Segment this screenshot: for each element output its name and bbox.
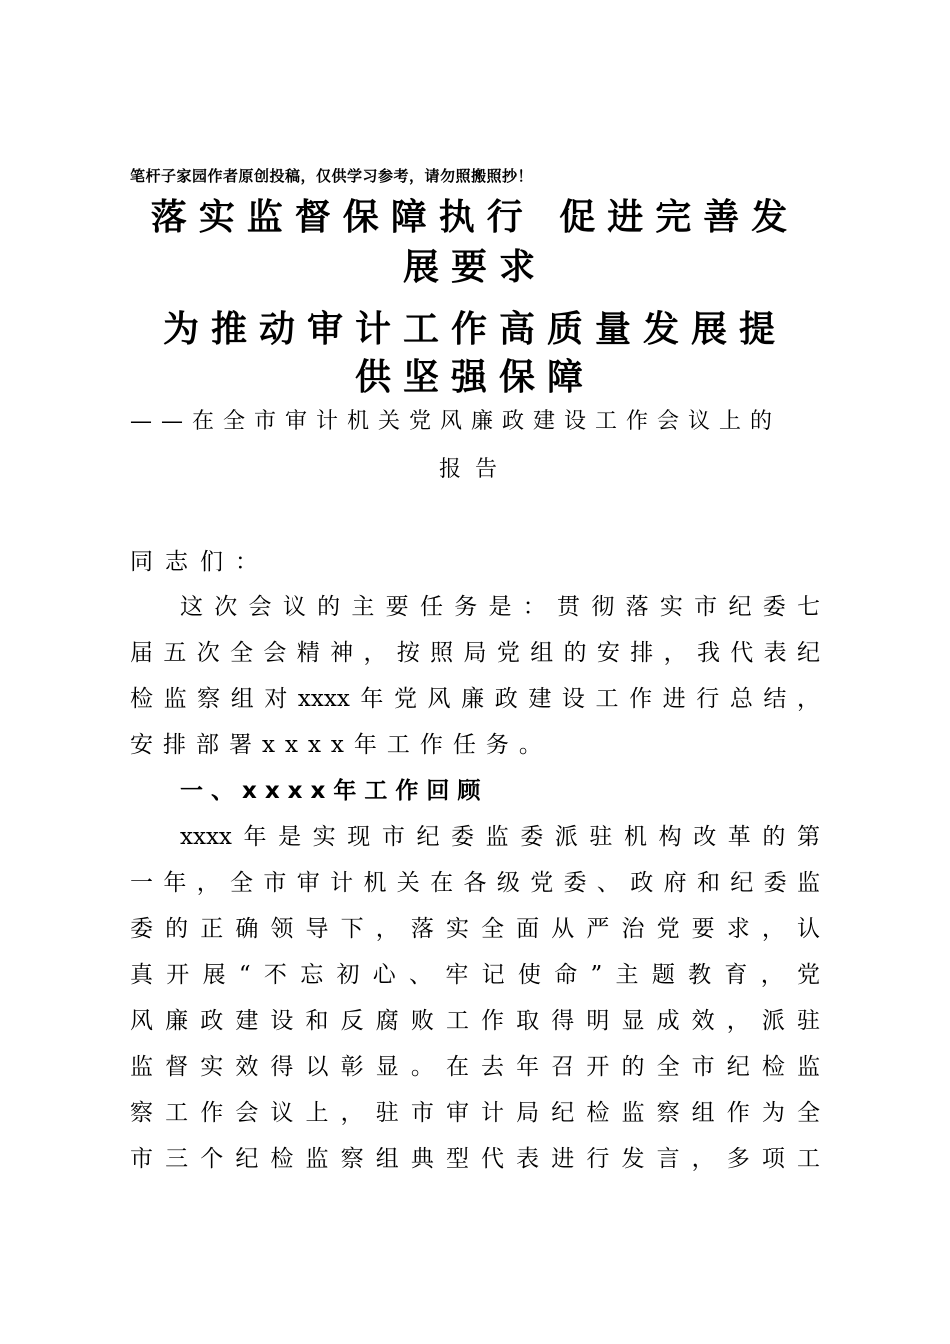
subtitle-line-2: 报告	[438, 457, 511, 482]
salutation: 同志们：	[130, 549, 270, 575]
section-line-7: 察工作会议上，驻市审计局纪检监察组作为全	[130, 1100, 820, 1126]
intro-line-4: 安排部署xxxx年工作任务。	[130, 732, 552, 758]
section-line-5: 风廉政建设和反腐败工作取得明显成效，派驻	[130, 1008, 820, 1034]
section-line-4: 真开展“不忘初心、牢记使命”主题教育，党	[130, 962, 820, 988]
section-line-3: 委的正确领导下，落实全面从严治党要求，认	[130, 916, 820, 942]
section-line-2: 一年，全市审计机关在各级党委、政府和纪委监	[130, 870, 820, 896]
intro-line-3: 检监察组对xxxx年党风廉政建设工作进行总结，	[130, 686, 820, 712]
section-line-8: 市三个纪检监察组典型代表进行发言，多项工	[130, 1146, 820, 1172]
title-line-4: 供坚强保障	[354, 356, 595, 398]
section-line-1: xxxx年是实现市纪委监委派驻机构改革的第	[180, 824, 820, 850]
title-line-2: 展要求	[402, 246, 547, 288]
intro-line-1: 这次会议的主要任务是：贯彻落实市纪委七	[180, 594, 820, 620]
title-line-3: 为推动审计工作高质量发展提	[162, 308, 787, 350]
subtitle-line-1: ——在全市审计机关党风廉政建设工作会议上的	[130, 409, 782, 434]
intro-line-2: 届五次全会精神，按照局党组的安排，我代表纪	[130, 640, 820, 666]
title-line-1: 落实监督保障执行 促进完善发	[150, 196, 800, 238]
copyright-notice: 笔杆子家园作者原创投稿，仅供学习参考，请勿照搬照抄！	[130, 167, 534, 185]
section-line-6: 监督实效得以彰显。在去年召开的全市纪检监	[130, 1054, 820, 1080]
section-heading: 一、xxxx年工作回顾	[180, 778, 489, 804]
